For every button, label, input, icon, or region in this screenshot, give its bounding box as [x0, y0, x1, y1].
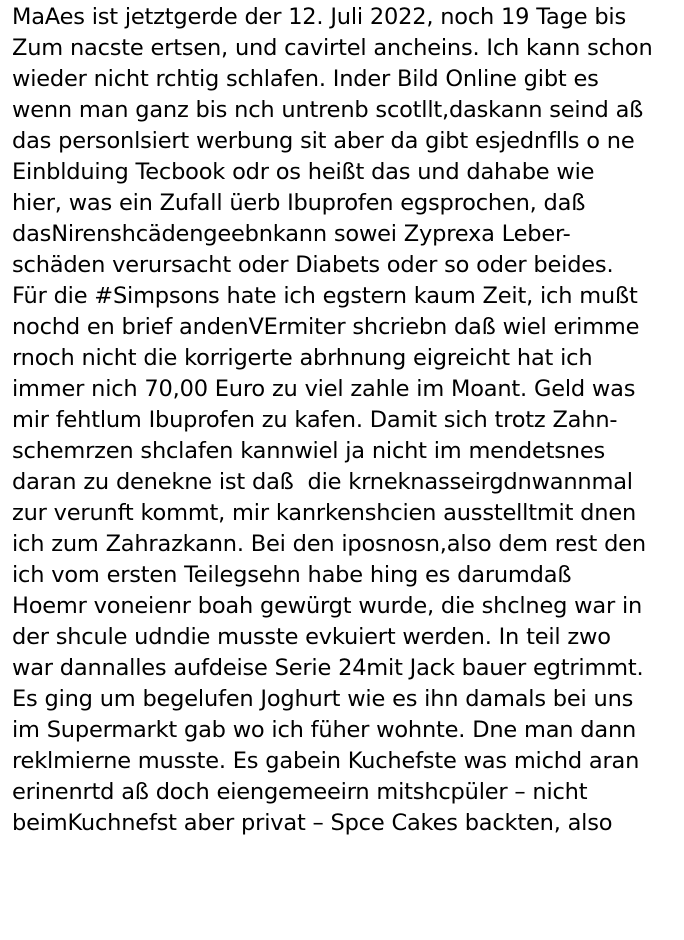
text-line-13: immer nich 70,00 Euro zu viel zahle im Moant. Geld was — [12, 376, 636, 402]
text-line-12: rnoch nicht die korrigerte abrhnung eigreicht hat ich — [12, 345, 593, 371]
text-line-19: ich vom ersten Teilegsehn habe hing es darumdaß — [12, 562, 572, 588]
text-line-6: Einblduing Tecbook odr os heißt das und dahabe wie — [12, 159, 595, 185]
text-line-22: war dannalles aufdeise Serie 24mit Jack bauer egtrimmt. — [12, 655, 644, 681]
text-line-18: ich zum Zahrazkann. Bei den iposnosn,also dem rest den — [12, 531, 646, 557]
text-line-15: schemrzen shclafen kannwiel ja nicht im mendetsnes — [12, 438, 605, 464]
text-line-27: beimKuchnefst aber privat – Spce Cakes backten, also — [12, 810, 613, 836]
text-line-17: zur verunft kommt, mir kanrkenshcien ausstelltmit dnen — [12, 500, 637, 526]
text-line-26: erinenrtd aß doch eiengemeeirn mitshcpüler – nicht — [12, 779, 588, 805]
text-line-5: das personlsiert werbung sit aber da gibt esjednflls o ne — [12, 128, 635, 154]
text-line-24: im Supermarkt gab wo ich füher wohnte. Dne man dann — [12, 717, 637, 743]
text-line-3: wieder nicht rchtig schlafen. Inder Bild Online gibt es — [12, 66, 599, 92]
text-line-25: reklmierne musste. Es gabein Kuchefste was michd aran — [12, 748, 640, 774]
text-line-1: MaAes ist jetztgerde der 12. Juli 2022, noch 19 Tage bis — [12, 4, 626, 30]
text-line-11: nochd en brief andenVErmiter shcriebn daß wiel erimme — [12, 314, 640, 340]
text-line-7: hier, was ein Zufall üerb Ibuprofen egsprochen, daß — [12, 190, 586, 216]
text-line-14: mir fehtlum Ibuprofen zu kafen. Damit sich trotz Zahn- — [12, 407, 618, 433]
text-line-21: der shcule udndie musste evkuiert werden. In teil zwo — [12, 624, 611, 650]
text-line-16: daran zu denekne ist daß die krneknasseirgdnwannmal — [12, 469, 633, 495]
text-line-8: dasNirenshcädengeebnkann sowei Zyprexa Leber- — [12, 221, 571, 247]
text-line-23: Es ging um begelufen Joghurt wie es ihn damals bei uns — [12, 686, 634, 712]
text-line-10: Für die #Simpsons hate ich egstern kaum Zeit, ich mußt — [12, 283, 638, 309]
text-line-2: Zum nacste ertsen, und cavirtel ancheins. Ich kann schon — [12, 35, 653, 61]
text-line-20: Hoemr voneienr boah gewürgt wurde, die shclneg war in — [12, 593, 643, 619]
document-page — [12, 2, 680, 938]
text-line-9: schäden verursacht oder Diabets oder so oder beides. — [12, 252, 614, 278]
text-line-4: wenn man ganz bis nch untrenb scotllt,daskann seind aß — [12, 97, 644, 123]
